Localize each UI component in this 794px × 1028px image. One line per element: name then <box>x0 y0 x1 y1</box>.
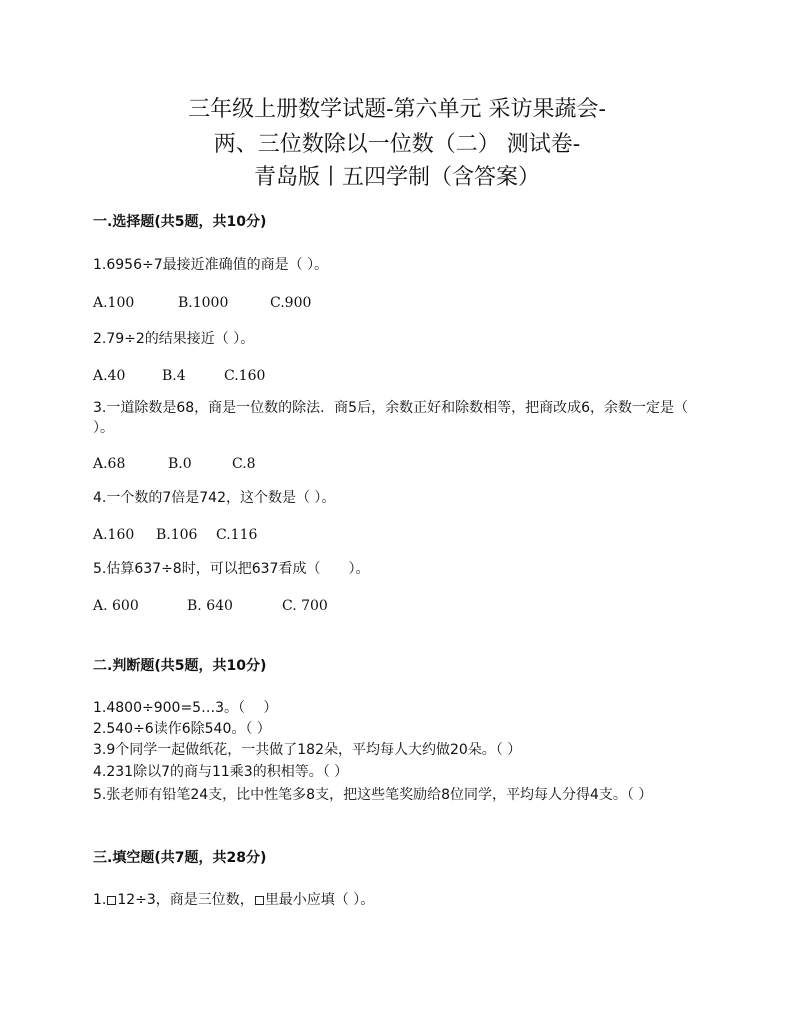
question-5: 5.估算637÷8时，可以把637看成（ ）。 <box>93 561 370 577</box>
section-heading-judgement: 二.判断题(共5题，共10分) <box>93 658 267 674</box>
option-a: A.40 <box>93 368 126 384</box>
judgement-item-4: 4.231除以7的商与11乘3的积相等。（ ） <box>93 764 349 780</box>
option-a: A.100 <box>93 295 135 311</box>
question-4: 4.一个数的7倍是742，这个数是（ ）。 <box>93 490 336 506</box>
fill-question-1-prefix: 1. <box>93 892 107 908</box>
option-a: A.68 <box>93 456 126 472</box>
section-heading-choice: 一.选择题(共5题，共10分) <box>93 214 267 230</box>
judgement-item-1: 1.4800÷900=5…3。（ ） <box>93 700 278 716</box>
option-c: C.116 <box>216 527 258 543</box>
document-title-line-2: 两、三位数除以一位数（二） 测试卷- <box>213 132 581 157</box>
option-b: B.4 <box>162 368 186 384</box>
judgement-item-2: 2.540÷6读作6除540。（ ） <box>93 721 271 737</box>
option-b: B. 640 <box>187 598 233 614</box>
option-c: C.8 <box>232 456 256 472</box>
blank-box-icon <box>255 896 264 905</box>
option-b: B.0 <box>168 456 192 472</box>
fill-question-1 <box>93 890 703 910</box>
option-c: C. 700 <box>282 598 328 614</box>
question-1: 1.6956÷7最接近准确值的商是（ ）。 <box>93 257 329 273</box>
document-title-line-3: 青岛版丨五四学制（含答案） <box>253 165 540 190</box>
fill-question-1-suffix: 里最小应填（ ）。 <box>264 892 375 908</box>
blank-box-icon <box>107 896 116 905</box>
judgement-item-5: 5.张老师有铅笔24支，比中性笔多8支，把这些笔奖励给8位同学，平均每人分得4支。（ ） <box>93 787 653 803</box>
question-2: 2.79÷2的结果接近（ ）。 <box>93 331 255 347</box>
option-a: A. 600 <box>93 598 139 614</box>
judgement-item-3: 3.9个同学一起做纸花，一共做了182朵，平均每人大约做20朵。（ ） <box>93 742 522 758</box>
option-b: B.1000 <box>178 295 229 311</box>
option-a: A.160 <box>93 527 135 543</box>
question-3: 3.一道除数是68，商是一位数的除法．商5后，余数正好和除数相等，把商改成6，余数一定是（ ）。 <box>93 400 688 436</box>
option-c: C.160 <box>224 368 266 384</box>
document-title-line-1: 三年级上册数学试题-第六单元 采访果蔬会- <box>188 97 606 122</box>
section-heading-fill-in: 三.填空题(共7题，共28分) <box>93 850 267 866</box>
fill-question-1-middle: 12÷3，商是三位数， <box>117 892 254 908</box>
option-c: C.900 <box>270 295 312 311</box>
option-b: B.106 <box>156 527 198 543</box>
